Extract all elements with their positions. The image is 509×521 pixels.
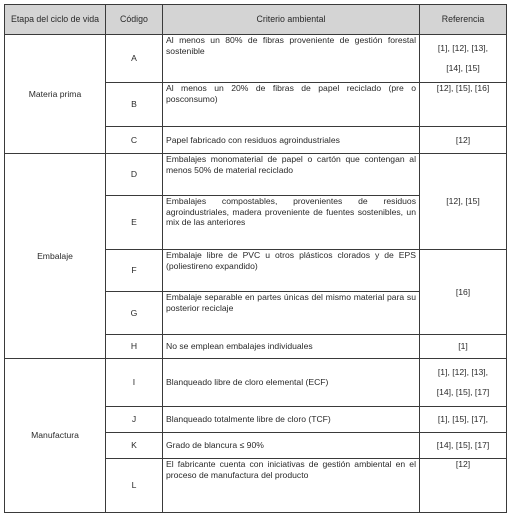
header-code: Código: [106, 5, 163, 35]
reference-cell: [420, 35, 507, 83]
criterion-cell: Embalaje libre de PVC u otros plásticos clorados y de EPS (poliestireno expandido): [163, 250, 420, 292]
criteria-table: [4, 4, 507, 513]
reference-line: [14], [15], [17]: [436, 387, 490, 397]
code-cell: A: [106, 35, 163, 83]
criterion-cell: El fabricante cuenta con iniciativas de gestión ambiental en el proceso de manufactura del producto: [163, 459, 420, 513]
reference-cell-shared: [16]: [420, 250, 507, 335]
header-criterion: Criterio ambiental: [163, 5, 420, 35]
table-row: [5, 359, 507, 407]
code-cell: H: [106, 335, 163, 359]
criterion-cell: No se emplean embalajes individuales: [163, 335, 420, 359]
header-row: [5, 5, 507, 35]
reference-cell: [420, 359, 507, 407]
reference-cell: [12], [15], [16]: [420, 83, 507, 127]
code-cell: I: [106, 359, 163, 407]
reference-line: [1], [12], [13],: [437, 43, 489, 54]
code-cell: B: [106, 83, 163, 127]
criterion-cell: Al menos un 20% de fibras de papel reciclado (pre o posconsumo): [163, 83, 420, 127]
stage-raw-material: Materia prima: [5, 35, 106, 154]
criterion-cell: Embalaje separable en partes únicas del mismo material para su posterior reciclaje: [163, 292, 420, 335]
code-cell: J: [106, 407, 163, 433]
reference-cell-shared: [12], [15]: [420, 154, 507, 250]
reference-cell: [1]: [420, 335, 507, 359]
code-cell: E: [106, 196, 163, 250]
reference-cell: [14], [15], [17]: [420, 433, 507, 459]
criterion-cell: Embalajes monomaterial de papel o cartón que contengan al menos 50% de material reciclado: [163, 154, 420, 196]
reference-cell: [12]: [420, 459, 507, 513]
code-cell: G: [106, 292, 163, 335]
reference-line: [14], [15]: [446, 63, 480, 73]
header-stage: Etapa del ciclo de vida: [5, 5, 106, 35]
table-row: [5, 35, 507, 83]
criterion-cell: Al menos un 80% de fibras proveniente de gestión forestal sostenible: [163, 35, 420, 83]
criterion-cell: Grado de blancura ≤ 90%: [163, 433, 420, 459]
criterion-cell: Papel fabricado con residuos agroindustriales: [163, 127, 420, 154]
reference-cell: [12]: [420, 127, 507, 154]
criterion-cell: Embalajes compostables, provenientes de residuos agroindustriales, madera proveniente de fuentes sostenibles, un mix de las anteriores: [163, 196, 420, 250]
code-cell: D: [106, 154, 163, 196]
reference-cell: [1], [15], [17],: [420, 407, 507, 433]
stage-packaging: Embalaje: [5, 154, 106, 359]
criterion-cell: Blanqueado libre de cloro elemental (ECF): [163, 359, 420, 407]
code-cell: C: [106, 127, 163, 154]
header-reference: Referencia: [420, 5, 507, 35]
stage-manufacturing: Manufactura: [5, 359, 106, 513]
code-cell: K: [106, 433, 163, 459]
code-cell: L: [106, 459, 163, 513]
reference-line: [1], [12], [13],: [437, 367, 489, 378]
code-cell: F: [106, 250, 163, 292]
table-row: [5, 154, 507, 196]
criterion-cell: Blanqueado totalmente libre de cloro (TCF): [163, 407, 420, 433]
